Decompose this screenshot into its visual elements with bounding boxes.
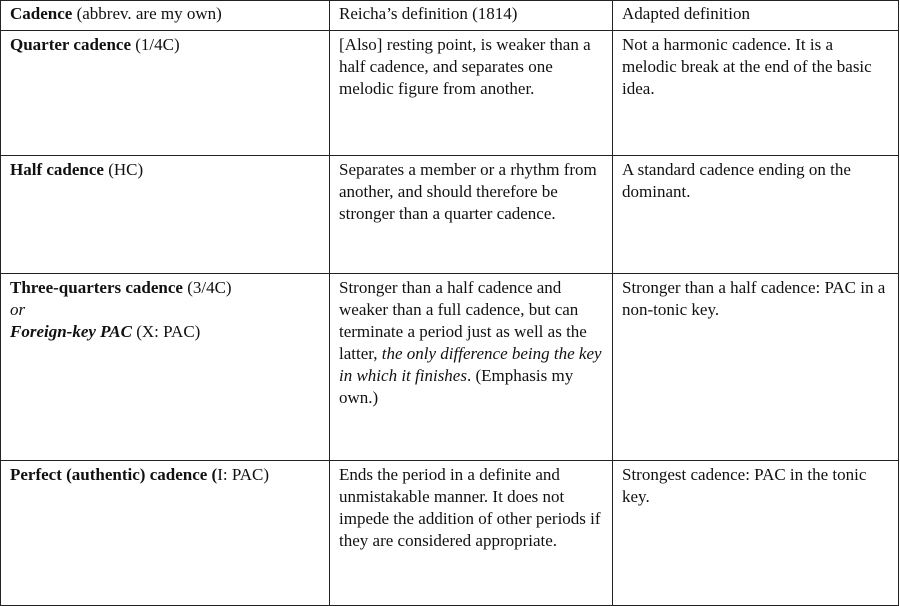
table-row (1, 31, 899, 156)
reicha-definition-cell: Stronger than a half cadence and weaker than a full cadence, but can terminate a period just as well as the latter, the only difference being the key in which it finishes. (Emphasis my own.) (330, 274, 613, 461)
cadence-name-cell: Three-quarters cadence (3/4C) or Foreign-key PAC (X: PAC) (1, 274, 330, 461)
reicha-definition-cell: Ends the period in a definite and unmistakable manner. It does not impede the addition of other periods if they are considered appropriate. (330, 461, 613, 606)
cadence-name-cell: Quarter cadence (1/4C) (1, 31, 330, 156)
adapted-definition-cell: Not a harmonic cadence. It is a melodic break at the end of the basic idea. (613, 31, 899, 156)
table-row (1, 156, 899, 274)
cadence-name-cell: Perfect (authentic) cadence (I: PAC) (1, 461, 330, 606)
table-row (1, 274, 899, 461)
reicha-definition-cell: Separates a member or a rhythm from another, and should therefore be stronger than a quarter cadence. (330, 156, 613, 274)
cadence-name-cell: Half cadence (HC) (1, 156, 330, 274)
header-cadence: Cadence (abbrev. are my own) (1, 1, 330, 31)
reicha-definition-cell: [Also] resting point, is weaker than a half cadence, and separates one melodic figure from another. (330, 31, 613, 156)
header-reicha-definition: Reicha’s definition (1814) (330, 1, 613, 31)
adapted-definition-cell: Stronger than a half cadence: PAC in a non-tonic key. (613, 274, 899, 461)
header-adapted-definition: Adapted definition (613, 1, 899, 31)
table-row (1, 461, 899, 606)
header-row (1, 1, 899, 31)
adapted-definition-cell: A standard cadence ending on the dominant. (613, 156, 899, 274)
adapted-definition-cell: Strongest cadence: PAC in the tonic key. (613, 461, 899, 606)
